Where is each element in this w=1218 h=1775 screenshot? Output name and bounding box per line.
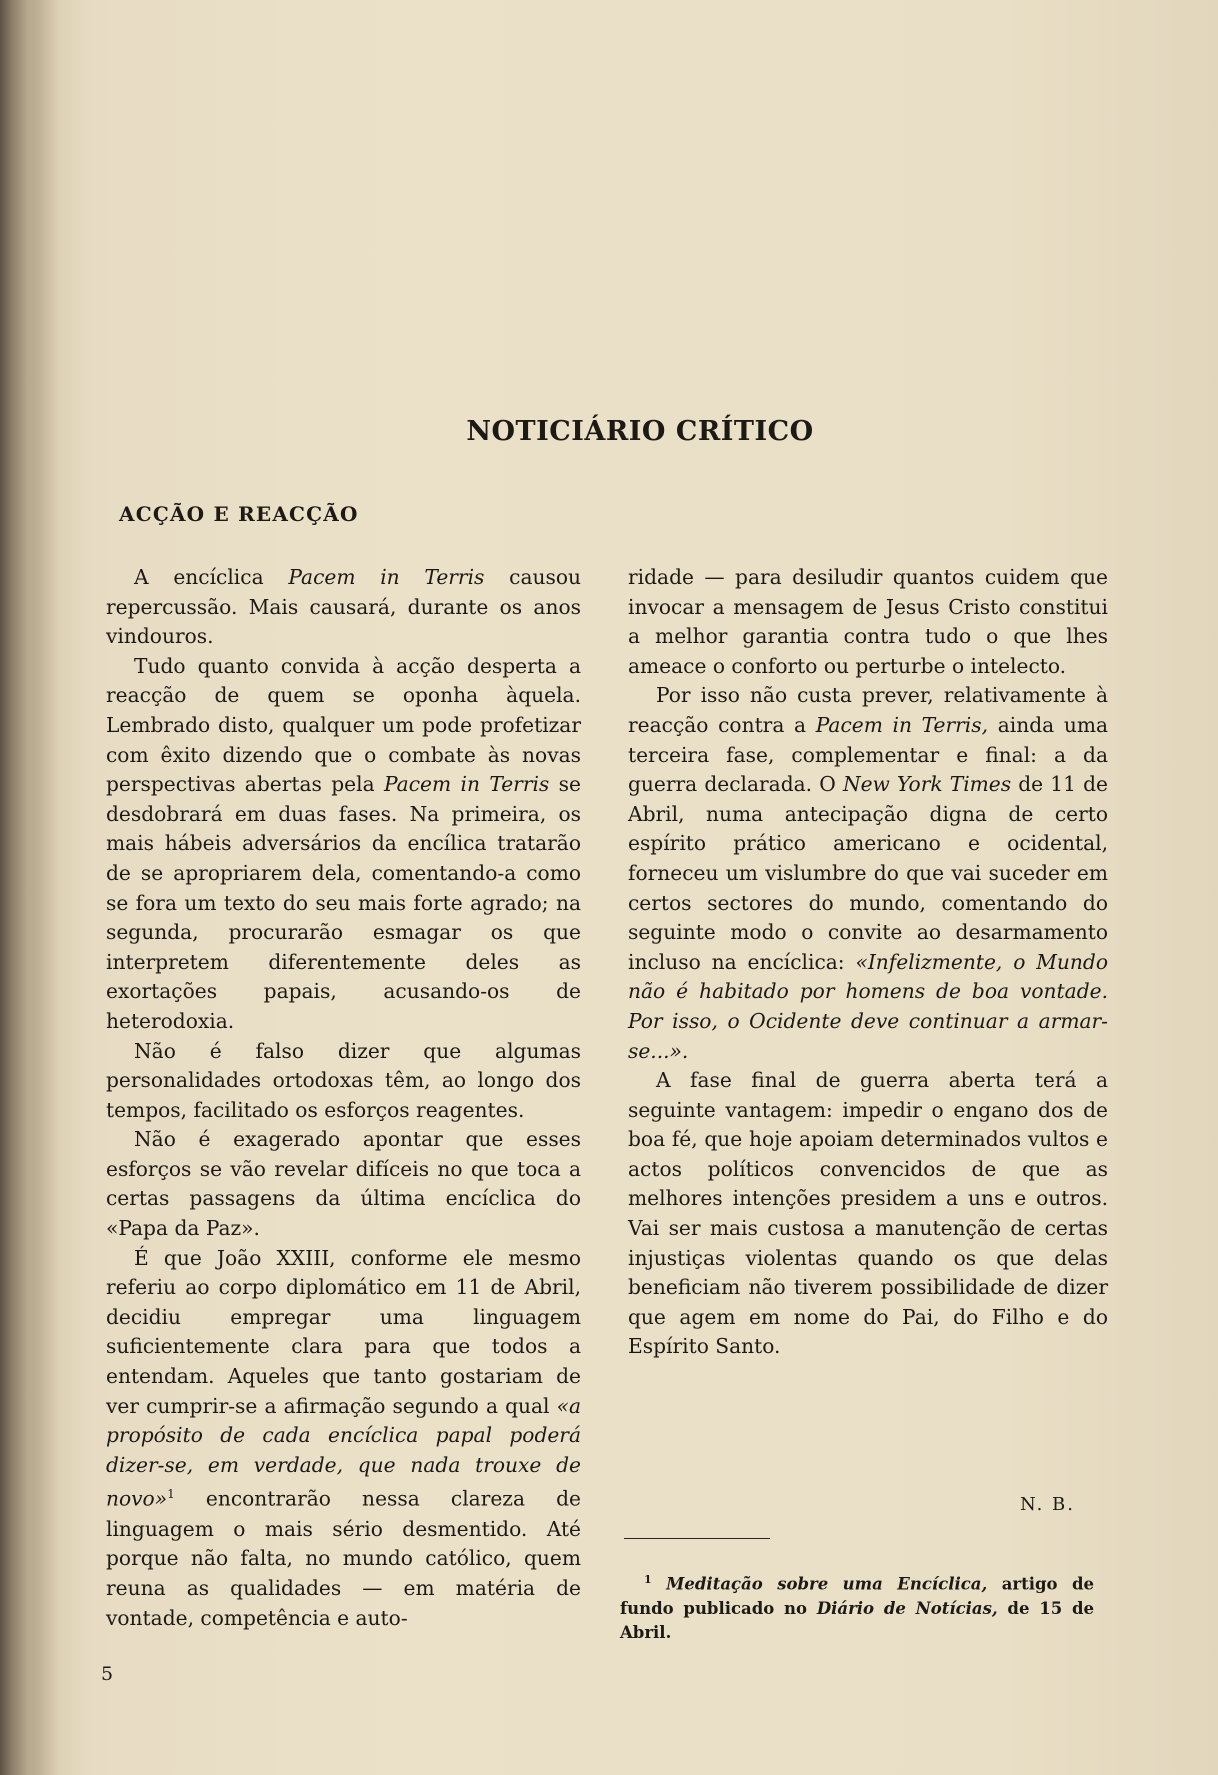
- right-column: [628, 563, 1108, 1362]
- footnote-divider: [624, 1538, 770, 1539]
- footnote: $^1$ Meditação sobre uma Encíclica, artigo de fundo publicado no Diário de Notícias, de 15 de Abril.: [620, 1573, 1095, 1642]
- paragraph: Não é exagerado apontar que esses esforços se vão revelar difíceis no que toca a certas passagens da última encíclica do «Papa da Paz».: [106, 1127, 581, 1241]
- paragraph: ridade — para desiludir quantos cuidem que invocar a mensagem de Jesus Cristo constitui a melhor garantia contra tudo o que lhes ameace o conforto ou perturbe o intelecto.: [628, 565, 1108, 678]
- paragraph: Não é falso dizer que algumas personalidades ortodoxas têm, ao longo dos tempos, facilitado os esforços reagentes.: [106, 1038, 581, 1122]
- paragraph: É que João XXIII, conforme ele mesmo referiu ao corpo diplomático em 11 de Abril, decidiu empregar uma linguagem suficientemente clara para que todos a entendam. Aqueles que tanto gostariam de ver cumprir-se a afirmação segundo a qual «a propósito de cada encíclica papal poderá dizer-se, em verdade, que nada trouxe de novo»$^1$ encontrarão nessa clareza de linguagem o mais sério desmentido. Até porque não falta, no mundo católico, quem reuna as qualidades — em matéria de vontade, competência e auto-: [106, 1245, 581, 1630]
- page-title: NOTICIÁRIO CRÍTICO: [466, 416, 814, 447]
- section-heading: ACÇÃO E REACÇÃO: [119, 502, 359, 526]
- page-number: 5: [101, 1663, 114, 1685]
- footnote-marker: 1: [167, 1487, 175, 1502]
- author-signature: N. B.: [1020, 1494, 1075, 1515]
- paragraph: A fase final de guerra aberta terá a seguinte vantagem: impedir o engano dos de boa fé, que hoje apoiam determinados vultos e actos políticos convencidos de que as melhores intenções presidem a uns e outros. Vai ser mais custosa a manutenção de certas injustiças violentas quando os que delas beneficiam não tiverem possibilidade de dizer que agem em nome do Pai, do Filho e do Espírito Santo.: [628, 1068, 1108, 1359]
- paragraph: A encíclica Pacem in Terris causou repercussão. Mais causará, durante os anos vindouros.: [106, 565, 581, 649]
- page-gutter-shadow: [0, 0, 58, 1775]
- paragraph: Tudo quanto convida à acção desperta a reacção de quem se oponha àquela. Lembrado disto, qualquer um pode profetizar com êxito dizendo que o combate às novas perspectivas abertas pela Pacem in Terris se desdobrará em duas fases. Na primeira, os mais hábeis adversários da encílica tratarão de se apropriarem dela, comentando-a como se fora um texto do seu mais forte agrado; na segunda, procurarão esmagar os que interpretem diferentemente deles as exortações papais, acusando-os de heterodoxia.: [106, 653, 581, 1033]
- left-column: [106, 563, 581, 1633]
- paragraph: Por isso não custa prever, relativamente à reacção contra a Pacem in Terris, ainda uma terceira fase, complementar e final: a da guerra declarada. O New York Times de 11 de Abril, numa antecipação digna de certo espírito prático americano e ocidental, forneceu um vislumbre do que vai suceder em certos sectores do mundo, comentando do seguinte modo o convite ao desarmamento incluso na encíclica: «Infelizmente, o Mundo não é habitado por homens de boa vontade. Por isso, o Ocidente deve continuar a armar-se...».: [628, 683, 1109, 1063]
